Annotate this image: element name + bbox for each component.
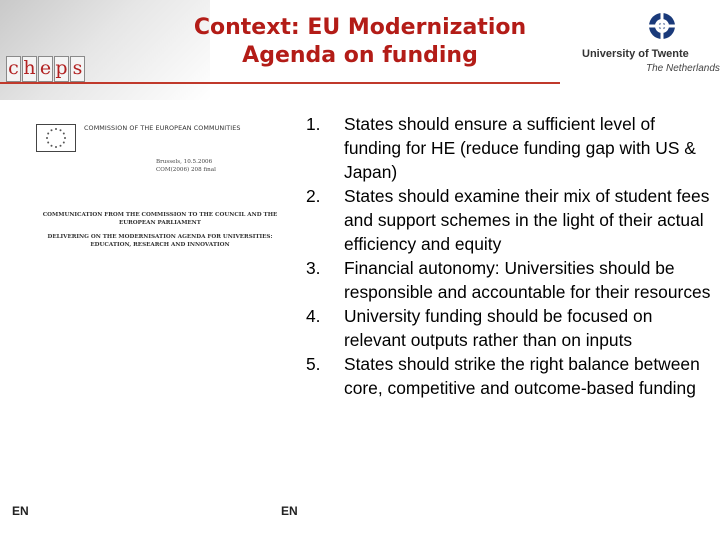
list-text: Financial autonomy: Universities should be responsible and accountable for their resources bbox=[344, 258, 711, 302]
document-date: Brussels, 10.5.2006 bbox=[156, 159, 213, 165]
document-subheading-line: DELIVERING ON THE MODERNISATION AGENDA FOR UNIVERSITIES: bbox=[47, 234, 273, 240]
document-commission: COMMISSION OF THE EUROPEAN COMMUNITIES bbox=[84, 124, 241, 132]
document-number: COM(2006) 208 final bbox=[156, 167, 216, 173]
document-heading-line: COMMUNICATION FROM THE COMMISSION TO THE COUNCIL AND THE bbox=[42, 212, 278, 218]
logo-letter: s bbox=[70, 56, 85, 82]
title-divider bbox=[0, 82, 560, 84]
university-country: The Netherlands bbox=[646, 63, 720, 74]
list-number: 5. bbox=[306, 354, 321, 374]
list-item bbox=[306, 256, 716, 304]
eu-flag-icon bbox=[36, 124, 76, 152]
list-item bbox=[306, 352, 716, 400]
list-item bbox=[306, 184, 716, 256]
university-name: University of Twente bbox=[582, 48, 689, 60]
list-item bbox=[306, 304, 716, 352]
logo-letter: h bbox=[22, 56, 37, 82]
language-label-right: EN bbox=[281, 504, 298, 518]
list-number: 4. bbox=[306, 306, 321, 326]
list-number: 2. bbox=[306, 186, 321, 206]
list-text: University funding should be focused on relevant outputs rather than on inputs bbox=[344, 306, 653, 350]
list-text: States should strike the right balance between core, competitive and outcome-based funding bbox=[344, 354, 700, 398]
list-text: States should examine their mix of student fees and support schemes in the light of their actual efficiency and equity bbox=[344, 186, 710, 254]
cheps-logo bbox=[6, 56, 86, 82]
page-title bbox=[170, 14, 550, 70]
document-reference bbox=[156, 158, 216, 174]
list-number: 3. bbox=[306, 258, 321, 278]
list-item bbox=[306, 112, 716, 184]
document-heading-line: EUROPEAN PARLIAMENT bbox=[119, 220, 201, 226]
document-heading bbox=[40, 211, 280, 249]
logo-letter: e bbox=[38, 56, 53, 82]
university-logo bbox=[574, 12, 718, 82]
language-label-left: EN bbox=[12, 504, 29, 518]
title-line-1: Context: EU Modernization bbox=[193, 15, 527, 40]
logo-letter: c bbox=[6, 56, 21, 82]
list-text: States should ensure a sufficient level of funding for HE (reduce funding gap with US & Japan) bbox=[344, 114, 696, 182]
document-subheading bbox=[40, 233, 280, 249]
logo-letter: p bbox=[54, 56, 69, 82]
funding-points-list bbox=[306, 112, 716, 400]
document-subheading-line: EDUCATION, RESEARCH AND INNOVATION bbox=[90, 242, 230, 248]
list-number: 1. bbox=[306, 114, 321, 134]
university-emblem-icon bbox=[648, 12, 676, 40]
title-line-2: Agenda on funding bbox=[242, 43, 478, 68]
